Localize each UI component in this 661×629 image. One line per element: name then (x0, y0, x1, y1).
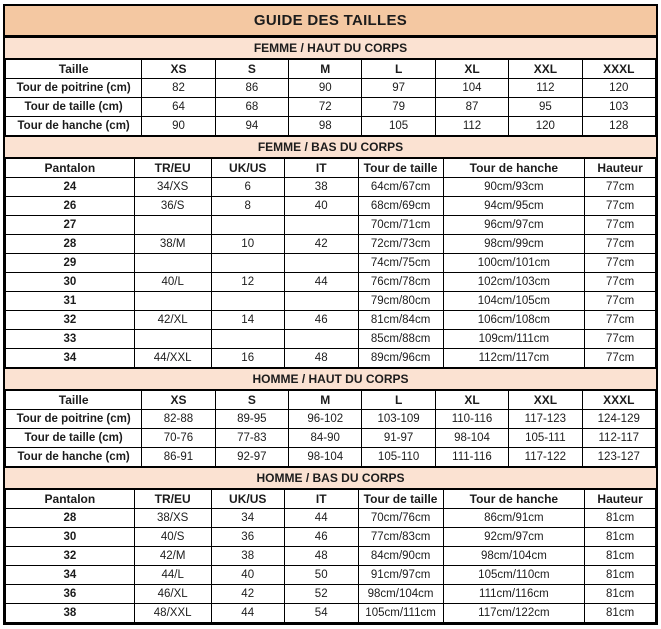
table-cell: 14 (211, 311, 284, 330)
table-cell: 50 (284, 566, 358, 585)
column-header: S (215, 60, 288, 79)
table-cell: 77cm (585, 197, 656, 216)
homme-haut-table (5, 390, 656, 467)
table-row (6, 330, 656, 349)
table-cell: 90 (289, 79, 362, 98)
table-cell: 42 (211, 585, 284, 604)
row-label: 34 (6, 566, 135, 585)
table-cell: 36 (211, 528, 284, 547)
column-header: XXL (509, 391, 582, 410)
table-cell: 104 (435, 79, 508, 98)
table-cell: 91-97 (362, 429, 435, 448)
page-title: GUIDE DES TAILLES (5, 6, 656, 37)
table-cell: 91cm/97cm (358, 566, 443, 585)
column-header: Hauteur (585, 490, 656, 509)
table-row (6, 604, 656, 623)
table-cell: 81cm (585, 566, 656, 585)
column-header: TR/EU (134, 490, 211, 509)
table-row (6, 273, 656, 292)
table-cell: 6 (211, 178, 284, 197)
table-cell: 97 (362, 79, 435, 98)
table-cell: 44/XXL (134, 349, 211, 368)
table-cell: 89cm/96cm (358, 349, 443, 368)
table-cell: 104cm/105cm (443, 292, 585, 311)
column-header: L (362, 60, 435, 79)
table-cell: 52 (284, 585, 358, 604)
table-cell: 123-127 (582, 448, 655, 467)
table-cell (211, 254, 284, 273)
column-header: XS (142, 391, 215, 410)
column-header: Taille (6, 391, 142, 410)
table-cell: 77cm (585, 273, 656, 292)
table-cell: 90cm/93cm (443, 178, 585, 197)
table-cell: 98cm/104cm (443, 547, 585, 566)
table-row (6, 509, 656, 528)
table-cell: 100cm/101cm (443, 254, 585, 273)
table-cell: 92-97 (215, 448, 288, 467)
table-row (6, 79, 656, 98)
row-label: 28 (6, 235, 135, 254)
table-row (6, 349, 656, 368)
column-header: UK/US (211, 490, 284, 509)
table-row (6, 585, 656, 604)
column-header: XXL (509, 60, 582, 79)
table-cell: 111cm/116cm (443, 585, 585, 604)
header-row (6, 60, 656, 79)
section-banner-homme-bas: HOMME / BAS DU CORPS (5, 467, 656, 489)
row-label: 38 (6, 604, 135, 623)
table-row (6, 429, 656, 448)
table-row (6, 254, 656, 273)
row-label: 26 (6, 197, 135, 216)
column-header: TR/EU (134, 159, 211, 178)
table-cell: 76cm/78cm (358, 273, 443, 292)
row-label: Tour de taille (cm) (6, 429, 142, 448)
column-header: Tour de taille (358, 490, 443, 509)
table-cell: 77cm (585, 292, 656, 311)
table-cell: 42 (284, 235, 358, 254)
column-header: Hauteur (585, 159, 656, 178)
row-label: Tour de poitrine (cm) (6, 79, 142, 98)
table-cell: 128 (582, 117, 655, 136)
table-cell: 112-117 (582, 429, 655, 448)
column-header: XL (435, 391, 508, 410)
table-cell: 81cm (585, 528, 656, 547)
table-cell: 117-123 (509, 410, 582, 429)
section-banner-femme-bas: FEMME / BAS DU CORPS (5, 136, 656, 158)
table-cell: 110-116 (435, 410, 508, 429)
table-cell: 98 (289, 117, 362, 136)
table-cell: 86-91 (142, 448, 215, 467)
table-cell: 40/L (134, 273, 211, 292)
table-cell: 105 (362, 117, 435, 136)
column-header: L (362, 391, 435, 410)
table-cell (211, 216, 284, 235)
table-cell: 77cm (585, 178, 656, 197)
table-cell: 103-109 (362, 410, 435, 429)
table-cell: 46 (284, 311, 358, 330)
column-header: Pantalon (6, 159, 135, 178)
table-cell: 44 (284, 273, 358, 292)
table-cell: 98cm/104cm (358, 585, 443, 604)
table-cell: 38 (211, 547, 284, 566)
column-header: XXXL (582, 391, 655, 410)
table-cell: 79cm/80cm (358, 292, 443, 311)
table-cell: 98-104 (289, 448, 362, 467)
table-cell: 106cm/108cm (443, 311, 585, 330)
table-cell: 42/XL (134, 311, 211, 330)
table-cell: 72cm/73cm (358, 235, 443, 254)
table-cell: 77cm (585, 235, 656, 254)
header-row (6, 490, 656, 509)
table-cell: 111-116 (435, 448, 508, 467)
table-cell: 96-102 (289, 410, 362, 429)
table-cell: 81cm (585, 604, 656, 623)
size-guide-sheet (3, 4, 658, 625)
table-cell: 34/XS (134, 178, 211, 197)
table-cell: 46 (284, 528, 358, 547)
table-cell: 117cm/122cm (443, 604, 585, 623)
table-cell: 84-90 (289, 429, 362, 448)
table-cell: 103 (582, 98, 655, 117)
row-label: 32 (6, 311, 135, 330)
row-label: Tour de hanche (cm) (6, 448, 142, 467)
row-label: 31 (6, 292, 135, 311)
table-row (6, 566, 656, 585)
table-row (6, 98, 656, 117)
table-cell: 117-122 (509, 448, 582, 467)
table-cell: 54 (284, 604, 358, 623)
row-label: 33 (6, 330, 135, 349)
column-header: Tour de hanche (443, 490, 585, 509)
header-row (6, 391, 656, 410)
table-row (6, 528, 656, 547)
table-cell: 124-129 (582, 410, 655, 429)
table-cell: 94cm/95cm (443, 197, 585, 216)
table-cell: 44 (284, 509, 358, 528)
table-cell: 95 (509, 98, 582, 117)
table-cell: 48/XXL (134, 604, 211, 623)
section-banner-homme-haut: HOMME / HAUT DU CORPS (5, 368, 656, 390)
table-cell: 40 (211, 566, 284, 585)
table-cell: 68 (215, 98, 288, 117)
homme-bas-table (5, 489, 656, 623)
table-cell: 90 (142, 117, 215, 136)
table-row (6, 547, 656, 566)
table-cell: 44 (211, 604, 284, 623)
table-cell: 89-95 (215, 410, 288, 429)
table-cell: 16 (211, 349, 284, 368)
table-cell: 77-83 (215, 429, 288, 448)
table-cell (284, 292, 358, 311)
table-cell: 68cm/69cm (358, 197, 443, 216)
table-cell: 77cm (585, 216, 656, 235)
table-cell: 92cm/97cm (443, 528, 585, 547)
table-cell: 38/M (134, 235, 211, 254)
table-cell (134, 330, 211, 349)
table-cell: 105-110 (362, 448, 435, 467)
table-row (6, 197, 656, 216)
table-cell: 82-88 (142, 410, 215, 429)
table-row (6, 410, 656, 429)
row-label: 32 (6, 547, 135, 566)
table-cell: 77cm (585, 311, 656, 330)
table-cell: 81cm (585, 509, 656, 528)
table-cell: 34 (211, 509, 284, 528)
table-cell: 98-104 (435, 429, 508, 448)
header-row (6, 159, 656, 178)
table-cell: 77cm (585, 254, 656, 273)
table-row (6, 235, 656, 254)
table-cell: 12 (211, 273, 284, 292)
column-header: IT (284, 159, 358, 178)
table-cell: 38 (284, 178, 358, 197)
column-header: Tour de taille (358, 159, 443, 178)
table-cell: 105-111 (509, 429, 582, 448)
table-cell: 86 (215, 79, 288, 98)
table-cell: 77cm (585, 330, 656, 349)
table-cell: 42/M (134, 547, 211, 566)
table-cell (134, 254, 211, 273)
table-cell (284, 254, 358, 273)
column-header: M (289, 60, 362, 79)
row-label: 34 (6, 349, 135, 368)
table-cell (211, 330, 284, 349)
table-cell: 82 (142, 79, 215, 98)
table-cell: 81cm/84cm (358, 311, 443, 330)
table-cell: 94 (215, 117, 288, 136)
table-cell: 96cm/97cm (443, 216, 585, 235)
column-header: XL (435, 60, 508, 79)
column-header: Tour de hanche (443, 159, 585, 178)
table-cell: 48 (284, 547, 358, 566)
table-cell: 105cm/111cm (358, 604, 443, 623)
column-header: XXXL (582, 60, 655, 79)
femme-bas-table (5, 158, 656, 368)
column-header: UK/US (211, 159, 284, 178)
table-cell: 36/S (134, 197, 211, 216)
table-cell (134, 216, 211, 235)
table-cell (134, 292, 211, 311)
row-label: 30 (6, 273, 135, 292)
row-label: Tour de poitrine (cm) (6, 410, 142, 429)
table-row (6, 448, 656, 467)
table-row (6, 117, 656, 136)
table-cell (284, 330, 358, 349)
column-header: IT (284, 490, 358, 509)
table-cell: 85cm/88cm (358, 330, 443, 349)
row-label: Tour de taille (cm) (6, 98, 142, 117)
table-cell: 64cm/67cm (358, 178, 443, 197)
row-label: 29 (6, 254, 135, 273)
table-cell: 81cm (585, 547, 656, 566)
table-cell: 120 (582, 79, 655, 98)
table-cell: 102cm/103cm (443, 273, 585, 292)
table-cell (284, 216, 358, 235)
table-cell: 72 (289, 98, 362, 117)
table-cell: 40/S (134, 528, 211, 547)
table-cell: 87 (435, 98, 508, 117)
table-cell: 64 (142, 98, 215, 117)
row-label: 24 (6, 178, 135, 197)
table-cell: 77cm/83cm (358, 528, 443, 547)
column-header: M (289, 391, 362, 410)
row-label: 27 (6, 216, 135, 235)
section-banner-femme-haut: FEMME / HAUT DU CORPS (5, 37, 656, 59)
table-cell: 79 (362, 98, 435, 117)
table-cell: 105cm/110cm (443, 566, 585, 585)
femme-haut-table (5, 59, 656, 136)
table-row (6, 292, 656, 311)
table-cell: 10 (211, 235, 284, 254)
column-header: XS (142, 60, 215, 79)
table-cell: 112 (435, 117, 508, 136)
table-cell (211, 292, 284, 311)
table-cell: 40 (284, 197, 358, 216)
table-cell: 70cm/76cm (358, 509, 443, 528)
table-row (6, 178, 656, 197)
table-cell: 112 (509, 79, 582, 98)
table-cell: 98cm/99cm (443, 235, 585, 254)
row-label: 36 (6, 585, 135, 604)
row-label: 30 (6, 528, 135, 547)
table-cell: 8 (211, 197, 284, 216)
table-cell: 120 (509, 117, 582, 136)
table-cell: 70cm/71cm (358, 216, 443, 235)
row-label: Tour de hanche (cm) (6, 117, 142, 136)
table-cell: 48 (284, 349, 358, 368)
table-cell: 112cm/117cm (443, 349, 585, 368)
column-header: Pantalon (6, 490, 135, 509)
table-cell: 81cm (585, 585, 656, 604)
table-cell: 109cm/111cm (443, 330, 585, 349)
table-cell: 70-76 (142, 429, 215, 448)
table-cell: 84cm/90cm (358, 547, 443, 566)
table-cell: 86cm/91cm (443, 509, 585, 528)
table-cell: 77cm (585, 349, 656, 368)
table-cell: 38/XS (134, 509, 211, 528)
table-cell: 46/XL (134, 585, 211, 604)
table-cell: 44/L (134, 566, 211, 585)
row-label: 28 (6, 509, 135, 528)
column-header: Taille (6, 60, 142, 79)
table-row (6, 311, 656, 330)
column-header: S (215, 391, 288, 410)
table-cell: 74cm/75cm (358, 254, 443, 273)
table-row (6, 216, 656, 235)
